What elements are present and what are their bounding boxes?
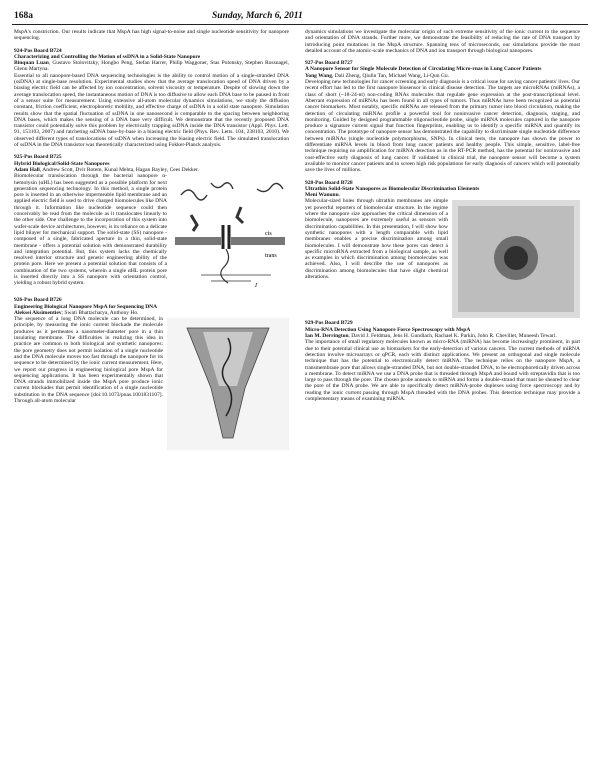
co-authors: , Gustavo Stolovitzky, Hongbo Peng, Stefan Harrer, Philip Waggoner, Stas Polonsky, Stephen Rossnagel, Glenn Martyna. [14, 60, 289, 73]
abstract-925 [14, 154, 289, 290]
page-date: Sunday, March 6, 2011 [212, 11, 303, 21]
abstract-number: 928-Pos Board B728 [305, 179, 353, 186]
presenting-author: Binquan Luan [14, 60, 49, 67]
page-number: 168a [14, 11, 33, 21]
abstract-title: Engineering Biological Nanopore MspA for Sequencing DNA [14, 303, 158, 310]
abstract-title: Characterizing and Controlling the Motion of ssDNA in a Solid-State Nanopore [14, 53, 201, 60]
protein-pore-1 [191, 215, 197, 231]
nanopore-tem-image [452, 200, 580, 318]
trans-label: trans [265, 253, 277, 260]
abstract-927 [305, 60, 580, 173]
abstract-title: Ultrathin Solid-State Nanopores as Biomolecular Discrimination Elements [305, 185, 480, 192]
abstract-authors [14, 60, 289, 73]
continued-text: MspA's constriction. Our results indicate that MspA has high signal-to-noise and single nucleotide sensitivity for nanopore sequencing. [14, 29, 289, 42]
abstract-title: Hybrid Biological/Solid-State Nanopores [14, 160, 110, 167]
co-authors: , David J. Feldman, Jens H. Gundlach, Rachael K. Parkin, John R. Chevillet, Muneesh Tewari. [348, 333, 557, 340]
continued-text: dynamics simulations we investigate the molecular origin of such extreme sensitivity of the ionic current to the sequence and orientation of DNA strands. Further more, we demonstrate the feasibility of reducing the rate of DNA transport by introducing point mutations in the MspA structure. Spanning tens of microseconds, our simulations provide the most detailed account of the atomic-scale mechanics of DNA and ion transport through biological nanopores. [305, 29, 580, 54]
right-column [305, 29, 580, 771]
abstract-body: Developing new technologies for cancer screening and early diagnosis is a critical issue for saving cancer patients' lives. Our recent effort has led to the first nanopore biosensor in clinical disease detection. The targets are microRNAs (miRNAs), a class of short (~18-24-nt) non-coding RNAs molecules that regulate gene expression at the post-transcriptional level. Aberrant expression of miRNAs has been found in all types of tumors. Thus miRNAs have been recognized as potential cancer biomarkers. Most notably, specific miRNAs are released from the primary tumor into blood circulation, making the detection of circulating miRNAs profile a powerful tool for noninvasive cancer detection, diagnosis, staging, and monitoring. Guided by designed programmable oligonucleotide probe, single miRNA molecules captured in the nanopore produce a signature current signal that function fingerprints, enabling us to identify a specific miRNA and quantify its concentration. The prototype of nanopore sensor has demonstrated the capability to discriminate single nucleotide difference between miRNAs (single nucleotide polymorphisms, SNPs). In clinical tests, the nanopore has shown the power to differentiate miRNA levels in blood from lung cancer patients and healthy people. This simple, sensitive, label-free technique requiring no amplification for miRNA detection as in the RT-PCR method, has the potential for noninvasive and cost-effective early diagnosis of lung cancer. If validated in clinical trial, the nanopore sensor will become a system available to monitor cancer patients and to screen high risk populations for early diagnosis of cancers which will potentially save the lives of millions. [305, 79, 580, 174]
mspa-pore-image [167, 318, 289, 450]
abstract-number: 926-Pos Board B726 [14, 297, 62, 304]
hybrid-nanopore-diagram [171, 175, 289, 295]
abstract-title: A Nanopore Sensor for Single Molecule Detection of Circulating Micro-rnas in Lung Cancer Patients [305, 66, 542, 73]
abstract-number: 929-Pos Board B729 [305, 320, 353, 327]
abstract-body: The importance of small regulatory molecules known as micro-RNA (miRNA) has become increasingly prominent, in part due to their potential clinical use as biomarkers for the early-detection of various cancers. The current methods of miRNA detection involve microarrays or qPCR, each with distinct applications. We present an orthogonal and single molecule technique that has the potential to electronically detect miRNA. The technique relies on the nanopore MspA, a transmembrane pore that allows single-stranded DNA, but not double-stranded DNA, to be electrophoretically driven across a membrane. To detect miRNA we use a DNA probe that is threaded through MspA and bound with streptavidin that is too large to pass through the pore. The chosen probe anneals to miRNA and forms a double-strand that must be sheared to clear the pore of the DNA probe. We are able to specifically detect miRNA-probe duplexes using force spectroscopy and by reading the ionic current passing through MspA threaded with the DNA probes. This detection technique may provide a complementary means of examining miRNA. [305, 339, 580, 402]
abstract-number: 924-Pos Board B724 [14, 47, 62, 54]
abstract-title: Micro-RNA Detection Using Nanopore Force Spectroscopy with MspA [305, 326, 471, 333]
abstract-body: Biomolecular translocation through the bacterial nanopore α-hemolysin (αHL) has been suggested as a possible platform for next generation sequencing technology. In this method, a single protein pore is inserted in an otherwise impermeable lipid membrane and an applied electric field is used to drive charged biomolecules like DNA through it. Information like nucleotide sequence could then conceivably be read from the molecule as it translocates linearly to the other side. One challenge to the incorporation of this system into wafer-scale device architectures, however, is its reliance on a delicate lipid bilayer for mechanical support. The solid-state (SS) nanopore - composed of a single, fabricated aperture in a thin, solid-state membrane - offers a potential solution with demonstrated durability and integration potential. But, this system lacks the chemically resolved interior structure and genetic engineering ability of the protein pore. Here we present a potential solution that consists of a combination of the two systems, wherein a single αHL protein pore is inserted directly into a SS nanopore with orientation control, yielding a robust hybrid system. [14, 173, 167, 287]
presenting-author: Aleksei Aksimentiev [14, 309, 62, 316]
nanopore-center [504, 246, 528, 270]
membrane-right [231, 237, 285, 245]
abstract-924 [14, 48, 289, 149]
co-authors: , Andrew Scott, Dvir Rotem, Kunal Mehta, Hagan Bayley, Cees Dekker. [39, 166, 199, 173]
abstract-body: Essential to all nanopore-based DNA sequencing technologies is the ability to control motion of a single-stranded DNA (ssDNA) at single-base resolution. Experimental studies show that the average translocation speed of DNA driven by a biasing electric field can be affected by ion concentration, solvent viscosity or temperature. Despite of slowing down the average translocation speed, the instantaneous motion of DNA is too diffusive to allow each DNA base to be paused in front of a sensor suite for measurement. Using extensive all-atom molecular dynamics simulations, we study the diffusion constant, friction coefficient, electrophoretic mobility, and effective charge of ssDNA in a solid state nanopore. Simulation results show that the spatial fluctuation of ssDNA in one nanosecond is comparable to the spacing between neighboring DNA bases, which makes the sensing of a DNA base very difficult. We demonstrate that the recently proposed DNA transistor could potentially solve this problem by electrically trapping ssDNA inside the DNA transistor (Appl. Phys. Lett. 91, 153103, 2007) and ratcheting ssDNA base-by-base in a biasing electric field (Phys. Rev. Letts. 104, 238103, 2010). We observed different types of translocations of ssDNA when increasing the biasing electric field. The simulated translocation of ssDNA in the DNA transistor was theoretically characterized using Fokker-Planck analysis. [14, 72, 289, 149]
protein-pore-2 [237, 207, 243, 223]
abstract-body: The sequence of a long DNA molecule can be determined, in principle, by measuring the ionic current blockade the molecule produces as it permeates a nanometer-diameter pore in a thin insulating membrane. The difficulties in realizing this idea in practice are common to both biological and synthetic nanopores: the pore geometry does not permit isolation of a single nucleotide and the DNA molecule moves too fast through the nanopore for its sequence to be determined by the ionic current measurement. Here, we report our progress in engineering biological pore MspA for sequencing applications. It has been experimentally shown that DNA strands immobilized inside the MspA pore produce ionic current blockades that permit identification of a single nucleotide substitution in the DNA sequence [doi:10.1073/pnas.1001831107]. Through all-atom molecular [14, 316, 163, 404]
left-column [14, 29, 289, 771]
current-label: I [255, 283, 257, 290]
nanopore-tem-figure [452, 200, 580, 318]
presenting-author: Ian M. Derrington [305, 333, 349, 340]
co-authors: ; Swati Bhattacharya, Anthony Ho. [61, 309, 139, 316]
presenting-author: Meni Wanunu [305, 192, 339, 199]
dna-strand-3 [257, 184, 283, 192]
presenting-author: Adam Hall [14, 166, 40, 173]
dna-strand-2 [211, 183, 233, 189]
co-authors: , Dali Zheng, Qiulin Tan, Michael Wang, Li-Qun Gu. [331, 72, 449, 79]
co-authors: . [338, 192, 341, 199]
hybrid-nanopore-figure [171, 175, 289, 295]
membrane-left [175, 237, 221, 245]
abstract-929 [305, 320, 580, 402]
cis-label: cis [265, 231, 272, 238]
abstract-body: Molecular-sized holes through ultrathin membranes are simple yet powerful reporters of biomolecular structure. In the regime where the nanopore size approaches the critical dimension of a biomolecule, nanopores are extremely useful as sensors with discrimination capabilities. In this presentation, I will show how synthetic nanopores with a length comparable with lipid membranes enables a precise discrimination among small biomolecules. I will demonstrate how these pores can detect a specific microRNA extracted from a biological sample, as well as examples in which discrimination among biomolecules was achieved. Also, I will describe the use of nanopores as discrimination among biomolecules that have slight chemical alterations. [305, 198, 448, 280]
abstract-number: 925-Pos Board B725 [14, 154, 62, 161]
dna-strand-1 [181, 190, 207, 200]
abstract-926 [14, 297, 289, 404]
presenting-author: Yong Wang [305, 72, 332, 79]
abstract-number: 927-Pos Board B727 [305, 60, 353, 67]
abstract-928 [305, 180, 580, 281]
dna-translocating [221, 249, 229, 283]
header-rule [12, 24, 588, 25]
mspa-figure [167, 318, 289, 450]
protein-in-pore [223, 225, 229, 249]
